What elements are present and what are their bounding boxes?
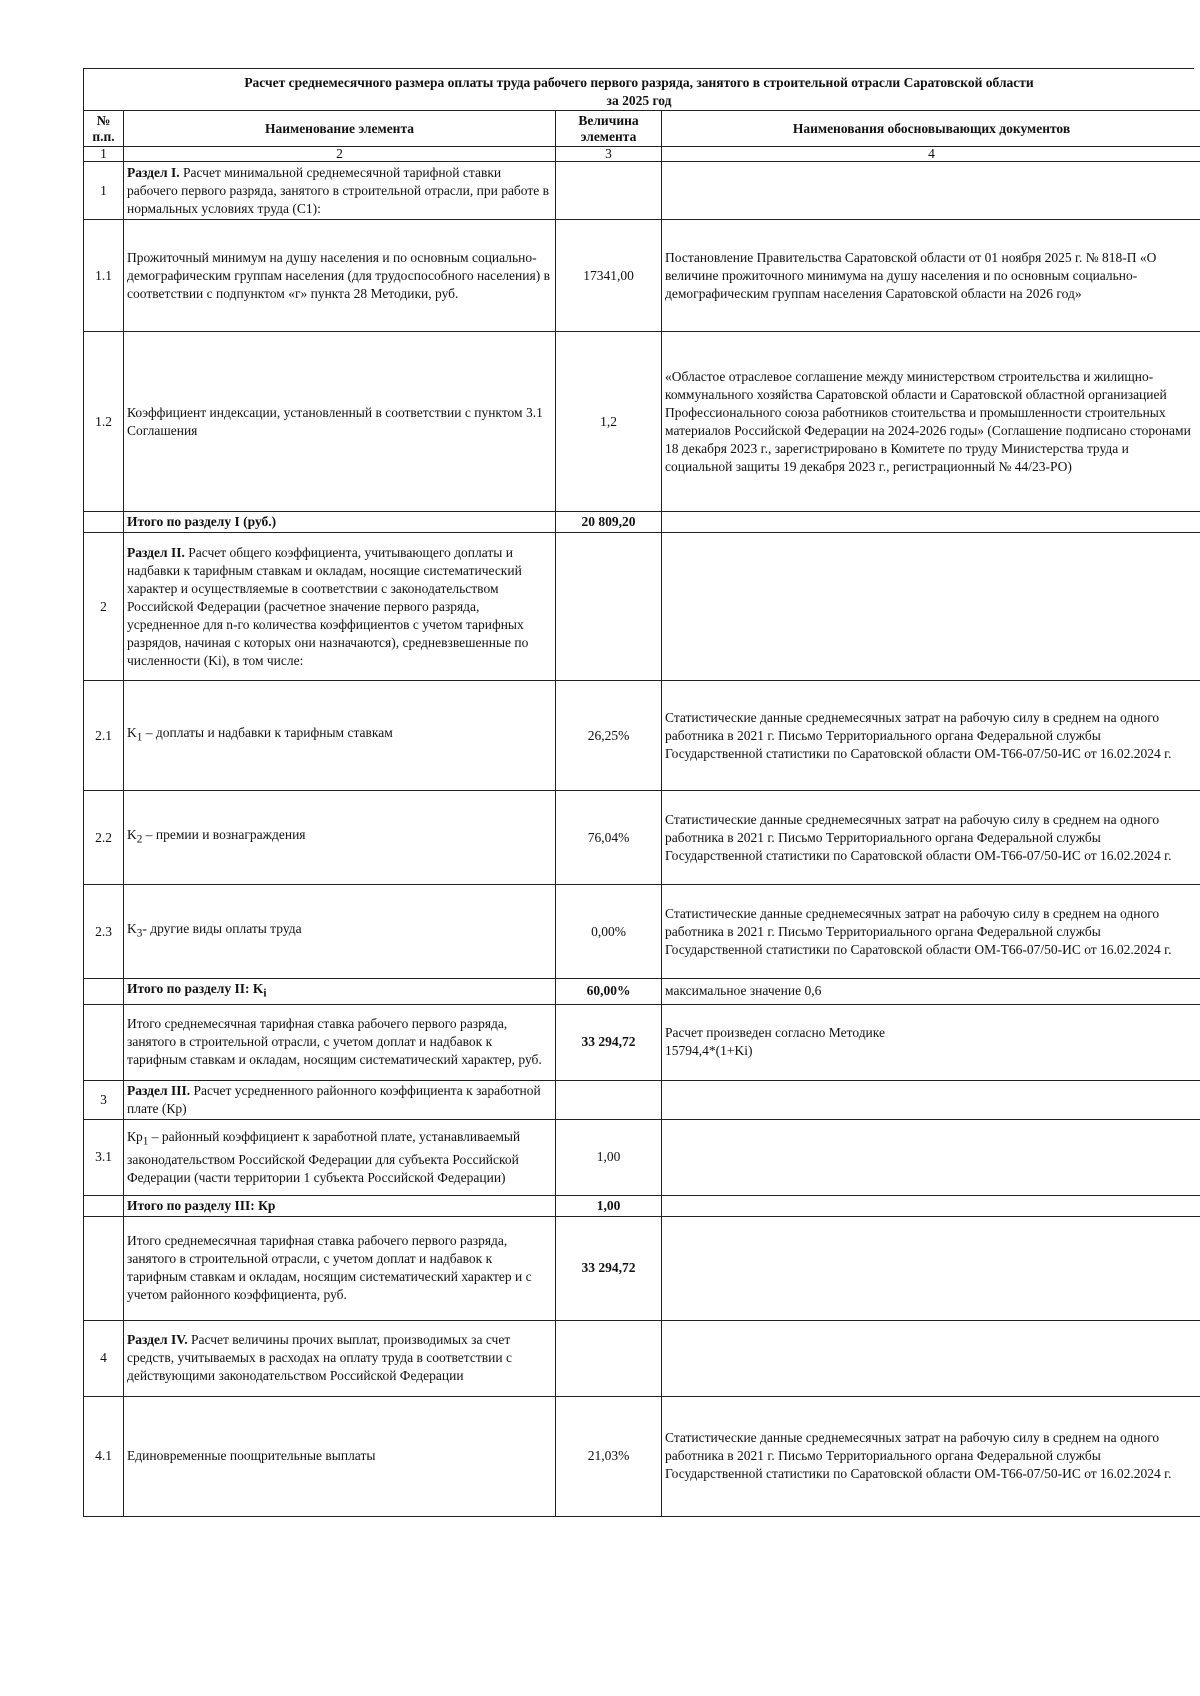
- row-number: [84, 979, 124, 1005]
- table-row: [84, 885, 1200, 979]
- section-total-label: Итого по разделу I (руб.): [124, 512, 556, 533]
- table-row: [84, 1119, 1200, 1195]
- row-name: Прожиточный минимум на душу населения и по основным социально-демографическим группам населения (для трудоспособного населения) в соответствии с подпунктом «г» пункта 28 Методики, руб.: [124, 220, 556, 332]
- row-name: [124, 1320, 556, 1396]
- section-text: Расчет минимальной среднемесячной тарифной ставки рабочего первого разряда, занятого в строительной отрасли, при работе в нормальных условиях труда (С1):: [127, 164, 550, 216]
- row-doc: Статистические данные среднемесячных затрат на рабочую силу в среднем на одного работника в 2021 г. Письмо Территориального органа Федеральной службы Государственной статистики по Саратовской области ОМ-Т66-07/50-ИС от 16.02.2024 г.: [662, 1396, 1200, 1516]
- section-label: Раздел II.: [127, 544, 185, 560]
- coef-subscript: 1: [136, 731, 143, 744]
- coef-subscript: 3: [136, 927, 143, 940]
- row-name: [124, 681, 556, 791]
- table-row: [84, 1216, 1200, 1320]
- row-name: Единовременные поощрительные выплаты: [124, 1396, 556, 1516]
- title-line-1: Расчет среднемесячного размера оплаты труда рабочего первого разряда, занятого в строительной отрасли Саратовской области: [244, 75, 1034, 90]
- row-value: 0,00%: [556, 885, 662, 979]
- coef-text: - другие виды оплаты труда: [142, 921, 302, 937]
- section-label: Раздел I.: [127, 164, 180, 180]
- row-value: 33 294,72: [556, 1216, 662, 1320]
- section-text: Расчет общего коэффициента, учитывающего доплаты и надбавки к тарифным ставкам и окладам, носящие систематический характер и осуществляемые в соответствии с законодательством Российской Федерации (расчетное значение первого разряда, усредненное для n-го количества коэффициентов с учетом тарифных разрядов, начиная с которых они назначаются), средневзвешенные по численности (Ki), в том числе:: [127, 544, 529, 668]
- row-value: [556, 162, 662, 220]
- row-name: [124, 162, 556, 220]
- row-value: 76,04%: [556, 791, 662, 885]
- table-row: [84, 332, 1200, 512]
- row-value: [556, 1320, 662, 1396]
- row-doc: максимальное значение 0,6: [662, 979, 1200, 1005]
- row-value: [556, 533, 662, 681]
- coef-symbol: K: [127, 921, 137, 937]
- table-row: [84, 1320, 1200, 1396]
- row-number: [84, 1195, 124, 1216]
- row-number: 1.1: [84, 220, 124, 332]
- section-label: Раздел IV.: [127, 1332, 188, 1348]
- row-number: 1.2: [84, 332, 124, 512]
- table-row: [84, 681, 1200, 791]
- section-total-value: 20 809,20: [556, 512, 662, 533]
- total-text: Итого по разделу II: K: [127, 981, 264, 996]
- table-row: [84, 1004, 1200, 1080]
- coef-symbol: Кр: [127, 1128, 143, 1144]
- row-value: 26,25%: [556, 681, 662, 791]
- row-doc: [662, 1119, 1200, 1195]
- row-number: [84, 1004, 124, 1080]
- table-row: [84, 791, 1200, 885]
- header-num: № п.п.: [84, 111, 124, 147]
- row-number: 2: [84, 533, 124, 681]
- coef-text: – доплаты и надбавки к тарифным ставкам: [142, 725, 393, 741]
- row-name: [124, 533, 556, 681]
- header-value: Величина элемента: [556, 111, 662, 147]
- row-name: Коэффициент индексации, установленный в соответствии с пунктом 3.1 Соглашения: [124, 332, 556, 512]
- section-total-label: Итого по разделу III: Кр: [124, 1195, 556, 1216]
- row-doc: Статистические данные среднемесячных затрат на рабочую силу в среднем на одного работника в 2021 г. Письмо Территориального органа Федеральной службы Государственной статистики по Саратовской области ОМ-Т66-07/50-ИС от 16.02.2024 г.: [662, 885, 1200, 979]
- column-number: 2: [124, 147, 556, 162]
- row-doc: [662, 1320, 1200, 1396]
- section-text: Расчет величины прочих выплат, производимых за счет средств, учитываемых в расходах на оплату труда в соответствии с действующими законодательством Российской Федерации: [127, 1332, 512, 1384]
- row-doc: Статистические данные среднемесячных затрат на рабочую силу в среднем на одного работника в 2021 г. Письмо Территориального органа Федеральной службы Государственной статистики по Саратовской области ОМ-Т66-07/50-ИС от 16.02.2024 г.: [662, 681, 1200, 791]
- row-value: [556, 1080, 662, 1119]
- calculation-table: [83, 110, 1200, 1517]
- title-line-2: за 2025 год: [606, 93, 672, 108]
- table-row: [84, 1195, 1200, 1216]
- table-row: [84, 533, 1200, 681]
- row-value: 21,03%: [556, 1396, 662, 1516]
- row-doc: [662, 512, 1200, 533]
- row-name: [124, 1080, 556, 1119]
- column-number: 3: [556, 147, 662, 162]
- row-number: 4.1: [84, 1396, 124, 1516]
- table-row: [84, 162, 1200, 220]
- row-doc: [662, 1195, 1200, 1216]
- table-row: [84, 220, 1200, 332]
- row-value: 1,00: [556, 1119, 662, 1195]
- row-value: 1,2: [556, 332, 662, 512]
- document-title: [83, 68, 1194, 111]
- row-number: 3: [84, 1080, 124, 1119]
- row-number: 2.2: [84, 791, 124, 885]
- section-total-value: 1,00: [556, 1195, 662, 1216]
- row-name: Итого среднемесячная тарифная ставка рабочего первого разряда, занятого в строительной отрасли, с учетом доплат и надбавок к тарифным ставкам и окладам, носящим систематический характер, руб.: [124, 1004, 556, 1080]
- row-doc: [662, 533, 1200, 681]
- doc-line: Расчет произведен согласно Методике: [665, 1025, 886, 1041]
- row-name: [124, 791, 556, 885]
- section-total-label: [124, 979, 556, 1005]
- row-doc: [662, 1216, 1200, 1320]
- coef-symbol: K: [127, 725, 137, 741]
- coef-text: – премии и вознаграждения: [142, 827, 306, 843]
- table-row: [84, 1396, 1200, 1516]
- row-doc: [662, 1080, 1200, 1119]
- header-name: Наименование элемента: [124, 111, 556, 147]
- section-text: Расчет усредненного районного коэффициента к заработной плате (Кр): [127, 1082, 541, 1116]
- coef-text: – районный коэффициент к заработной плате, устанавливаемый законодательством Российской Федерации для субъекта Российской Федерации (части территории 1 субъекта Российской Федерации): [127, 1128, 521, 1185]
- table-row: [84, 1080, 1200, 1119]
- row-number: 4: [84, 1320, 124, 1396]
- section-label: Раздел III.: [127, 1082, 191, 1098]
- row-doc: «Областое отраслевое соглашение между министерством строительства и жилищно-коммунального хозяйства Саратовской области и Саратовской областной организацией Профессионального союза работников стоительства и промышленности строительных материалов Российской Федерации на 2024-2026 годы» (Соглашение подписано сторонами 18 декабря 2023 г., зарегистрировано в Комитете по труду Министерства труда и социальной защиты 19 декабря 2023 г., регистрационный № 44/23-РО): [662, 332, 1200, 512]
- table-row: [84, 979, 1200, 1005]
- row-number: [84, 512, 124, 533]
- row-number: 2.1: [84, 681, 124, 791]
- row-doc: Постановление Правительства Саратовской области от 01 ноября 2025 г. № 818-П «О величине прожиточного минимума на душу населения и по основным социально-демографическим группам населения Саратовской области на 2026 год»: [662, 220, 1200, 332]
- row-number: 2.3: [84, 885, 124, 979]
- header-docs: Наименования обосновывающих документов: [662, 111, 1200, 147]
- coef-subscript: i: [263, 987, 267, 1000]
- section-total-value: 60,00%: [556, 979, 662, 1005]
- coef-subscript: 1: [142, 1135, 149, 1148]
- row-name: [124, 1119, 556, 1195]
- row-number: 3.1: [84, 1119, 124, 1195]
- row-number: [84, 1216, 124, 1320]
- row-doc: Статистические данные среднемесячных затрат на рабочую силу в среднем на одного работника в 2021 г. Письмо Территориального органа Федеральной службы Государственной статистики по Саратовской области ОМ-Т66-07/50-ИС от 16.02.2024 г.: [662, 791, 1200, 885]
- row-value: 17341,00: [556, 220, 662, 332]
- row-value: 33 294,72: [556, 1004, 662, 1080]
- row-doc: [662, 1004, 1200, 1080]
- column-number: 4: [662, 147, 1200, 162]
- row-doc: [662, 162, 1200, 220]
- row-name: Итого среднемесячная тарифная ставка рабочего первого разряда, занятого в строительной отрасли, с учетом доплат и надбавок к тарифным ставкам и окладам, носящим систематический характер и с учетом районного коэффициента, руб.: [124, 1216, 556, 1320]
- doc-formula: 15794,4*(1+Ki): [665, 1043, 753, 1059]
- column-number: 1: [84, 147, 124, 162]
- row-number: 1: [84, 162, 124, 220]
- table-header-row: [84, 111, 1200, 147]
- column-number-row: [84, 147, 1200, 162]
- coef-subscript: 2: [136, 833, 143, 846]
- row-name: [124, 885, 556, 979]
- coef-symbol: K: [127, 827, 137, 843]
- table-row: [84, 512, 1200, 533]
